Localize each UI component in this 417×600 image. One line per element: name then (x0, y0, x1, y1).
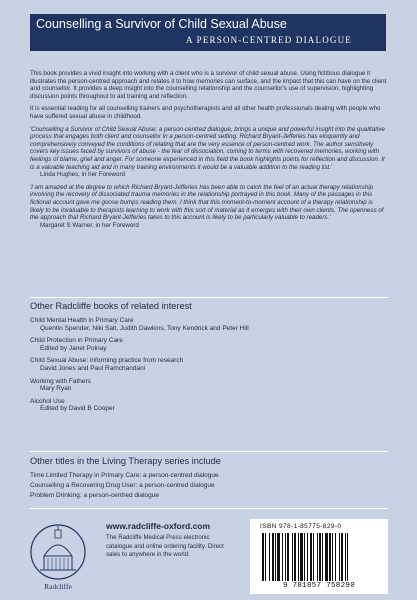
barcode-image (260, 533, 378, 581)
publisher-website-link[interactable]: www.radcliffe-oxford.com (106, 521, 211, 531)
review-quote-1-attribution: Linda Hughes, in her Foreword (40, 171, 125, 179)
book-item-authors: David Jones and Paul Ramchandani (40, 364, 146, 372)
publisher-logo-name: Radcliffe (44, 582, 72, 591)
barcode-panel (250, 519, 388, 594)
book-item-authors: Edited by Janet Polnay (40, 344, 107, 352)
blurb-paragraph-1: This book provides a vivid insight into working with a client who is a survivor of child sexual abuse. Using fictitious dialogue it illustrates the person-centred approach and relates it to how memories can surface, and the impact that this can have on the client and counsellor. It provides a deep insight into the counselling relationship and the counsellor's use of supervision, highlighting discussion points throughout to aid training and reflection. (30, 70, 387, 100)
book-title: Counselling a Survivor of Child Sexual Abuse (36, 17, 287, 31)
book-subtitle: A PERSON-CENTRED DIALOGUE (186, 35, 352, 45)
book-item-title: Child Mental Health in Primary Care (30, 317, 134, 324)
book-item-title: Working with Fathers (30, 377, 91, 385)
divider-3 (30, 508, 388, 509)
series-heading: Other titles in the Living Therapy series include (30, 456, 221, 466)
book-item-title: Child Protection in Primary Care (30, 337, 123, 345)
review-quote-2 (30, 184, 388, 230)
review-quote-2-text: 'I am amazed at the degree to which Richard Bryant-Jefferies has been able to catch the feel of an actual therapy relationship involving the recovery of dissociated trauma memories in the relationship portrayed in this book. Many of the passages in this fictional account gave me goose bumps reading them. I think that this moment-to-moment account of a therapy relationship is likely to be invaluable to therapists learning to work with this sort of material as it emerges with their own clients. The openness of the approach that Richard Bryant-Jefferies takes to this account is likely to be particularly valuable to readers.' (30, 183, 384, 222)
book-item-title: Alcohol Use (30, 397, 65, 405)
book-item-authors: Edited by David B Cooper (40, 405, 115, 413)
radcliffe-logo (30, 520, 86, 582)
list-item: Counselling a Recovering Drug User: a person-centred dialogue (30, 482, 215, 489)
isbn-label: ISBN 978-1-85775-829-0 (260, 523, 342, 530)
list-item: Time Limited Therapy in Primary Care: a person-centred dialogue (30, 472, 219, 479)
blurb-paragraph-2: It is essential reading for all counselling trainers and psychotherapists and all other health professionals dealing with people who have suffered sexual abuse in childhood. (30, 105, 381, 120)
review-quote-2-attribution: Margaret S Warner, in her Foreword (40, 221, 139, 229)
blurb-section (30, 70, 388, 234)
barcode-digits: 9 781857 758290 (282, 582, 355, 590)
book-item-authors: Mary Ryan (40, 385, 72, 393)
review-quote-1-text: 'Counselling a Survivor of Child Sexual Abuse: a person-centred dialogue, brings a unique and powerful insight into the qualitative process that engages both client and counsellor in a person-centred setting. Richard Bryant-Jefferies has eloquently and comprehensively conveyed the conditions of relating that are the very essence of person-centred work. The author sensitively covers key issues faced by survivors of abuse - the fear of dissociation, coming to terms with recovered memories, working with feelings of blame, grief and anger. For someone experienced in this field the book highlights points for reflection and discussion. It is a valuable teaching aid and in many training environments it would be a valuable addition to the reading list.' (30, 125, 385, 171)
series-list (30, 471, 388, 501)
list-item (30, 317, 388, 332)
list-item (30, 357, 388, 372)
related-books-list (30, 317, 388, 418)
divider-2 (30, 451, 388, 452)
divider-1 (30, 297, 388, 298)
list-item: Problem Drinking: a person-centred dialogue (30, 492, 159, 499)
review-quote-1 (30, 126, 388, 179)
title-banner (30, 14, 386, 51)
list-item (30, 337, 388, 352)
book-item-title: Child Sexual Abuse: informing practice from research (30, 357, 184, 365)
related-heading: Other Radcliffe books of related interest (30, 301, 192, 311)
list-item (30, 378, 388, 393)
publisher-description: The Radcliffe Medical Press electronic catalogue and online ordering facility. Direct sales to anywhere in the world. (106, 534, 224, 558)
list-item (30, 398, 388, 413)
book-item-authors: Quentin Spender, Niki Salt, Judith Dawkins, Tony Kendrick and Peter Hill (40, 324, 249, 332)
